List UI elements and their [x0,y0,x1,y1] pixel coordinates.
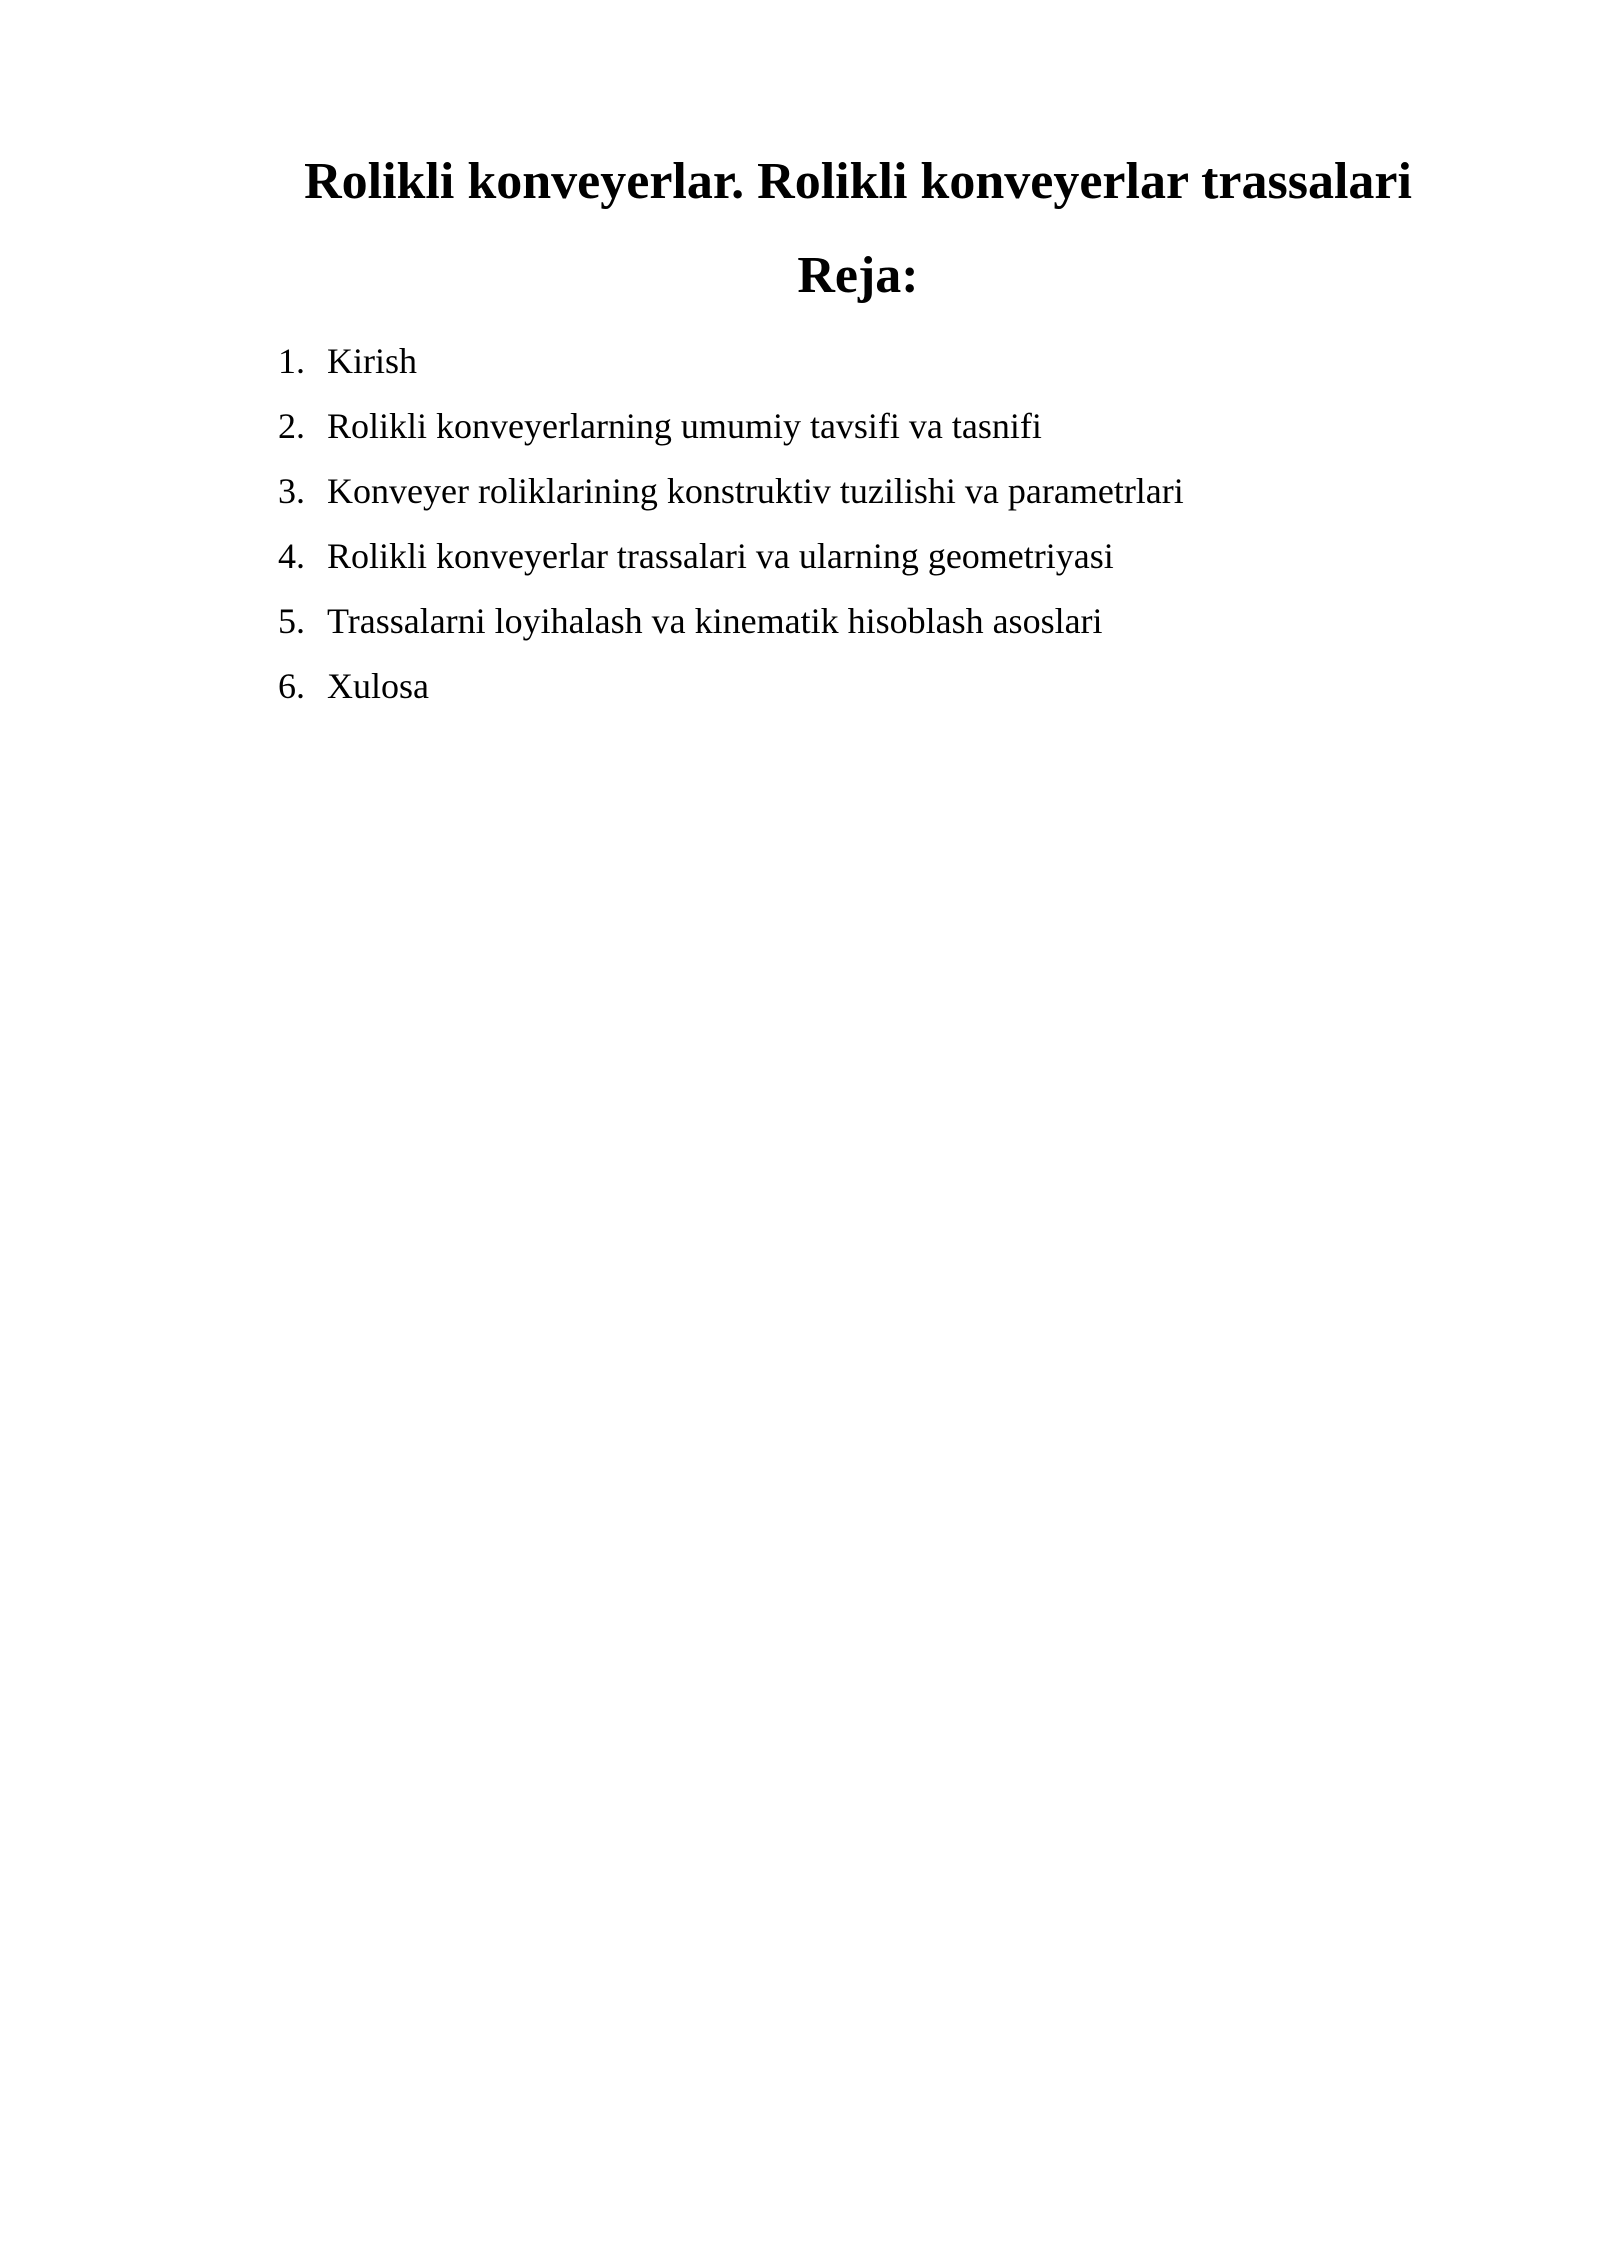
plan-item-text: Trassalarni loyihalash va kinematik hisoblash asoslari [327,601,1103,641]
plan-item-5 [278,595,1184,660]
plan-item-number: 4. [278,536,305,576]
plan-item-number: 2. [278,406,305,446]
plan-item-number: 1. [278,341,305,381]
plan-item-text: Xulosa [327,666,429,706]
plan-heading: Reja: [797,247,919,304]
plan-item-4 [278,530,1184,595]
plan-item-text: Rolikli konveyerlarning umumiy tavsifi va tasnifi [327,406,1042,446]
document-title: Rolikli konveyerlar. Rolikli konveyerlar trassalari [304,153,1412,210]
plan-item-number: 6. [278,666,305,706]
plan-item-text: Kirish [327,341,417,381]
plan-item-number: 5. [278,601,305,641]
plan-item-1 [278,335,1184,400]
plan-item-3 [278,465,1184,530]
plan-item-text: Konveyer roliklarining konstruktiv tuzilishi va parametrlari [327,471,1184,511]
plan-item-6 [278,660,1184,725]
plan-item-text: Rolikli konveyerlar trassalari va ularning geometriyasi [327,536,1114,576]
plan-item-number: 3. [278,471,305,511]
plan-item-2 [278,400,1184,465]
plan-list [278,335,1184,725]
